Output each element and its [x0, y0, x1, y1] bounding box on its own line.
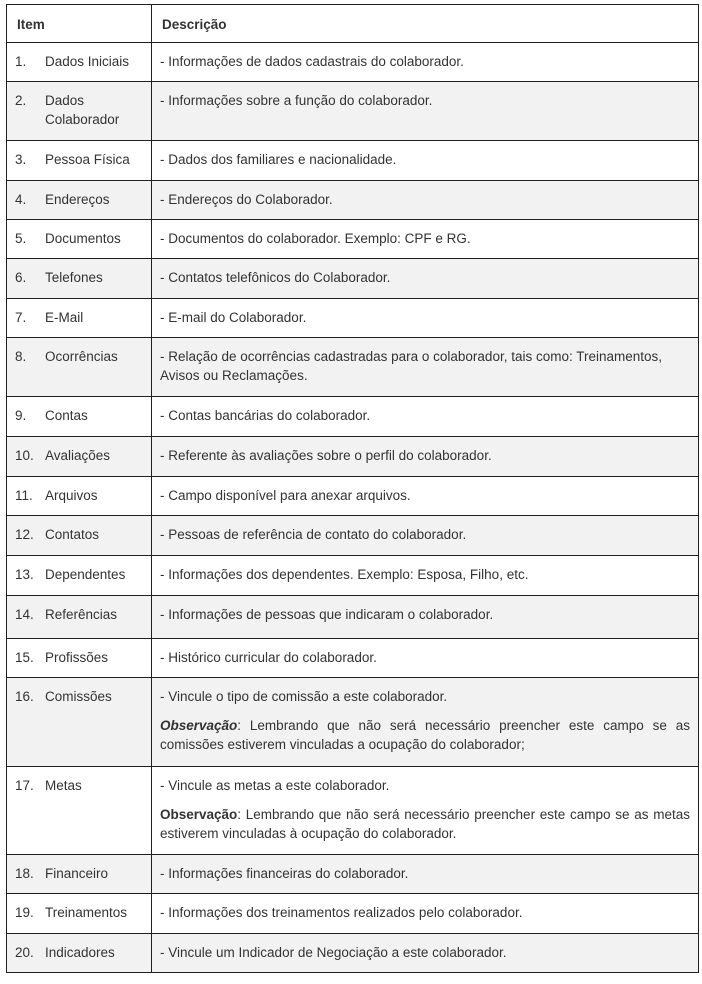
item-label: Ocorrências — [45, 349, 118, 364]
item-number: 6. — [15, 270, 27, 285]
description-cell — [152, 299, 699, 338]
description-cell — [152, 437, 699, 477]
item-cell — [7, 82, 152, 141]
table-row — [7, 596, 699, 639]
observation-note — [160, 805, 690, 843]
table-row — [7, 437, 699, 477]
description-text: - E-mail do Colaborador. — [160, 310, 307, 325]
description-cell — [152, 82, 699, 141]
item-label: Comissões — [45, 689, 112, 704]
observation-text: : Lembrando que não será necessário preencher este campo se as metas estiverem vinculadas à ocupação do colaborador. — [160, 807, 690, 841]
description-text: - Informações dos dependentes. Exemplo: Esposa, Filho, etc. — [160, 567, 529, 582]
item-label: Contas — [45, 408, 88, 423]
description-text: - Informações dos treinamentos realizados pelo colaborador. — [160, 905, 523, 920]
item-label: Referências — [45, 607, 118, 622]
item-number: 8. — [15, 349, 27, 364]
description-cell — [152, 338, 699, 397]
item-number: 13. — [15, 567, 34, 582]
item-label: Documentos — [45, 231, 121, 246]
description-text: - Endereços do Colaborador. — [160, 192, 333, 207]
description-cell — [152, 141, 699, 181]
description-cell — [152, 477, 699, 516]
item-cell — [7, 767, 152, 855]
item-cell — [7, 181, 152, 220]
table-row — [7, 894, 699, 934]
description-text: - Vincule o tipo de comissão a este colaborador. — [160, 689, 448, 704]
item-cell — [7, 259, 152, 299]
description-cell — [152, 934, 699, 973]
table-row — [7, 516, 699, 556]
item-number: 17. — [15, 778, 34, 793]
item-number: 7. — [15, 310, 27, 325]
header-descricao: Descrição — [152, 5, 699, 43]
table-row — [7, 556, 699, 596]
description-text: - Vincule um Indicador de Negociação a este colaborador. — [160, 945, 507, 960]
description-text: - Relação de ocorrências cadastradas para o colaborador, tais como: Treinamentos, Avisos ou Reclamações. — [160, 349, 663, 383]
table-row — [7, 678, 699, 767]
description-cell — [152, 596, 699, 639]
description-text: - Informações financeiras do colaborador. — [160, 866, 409, 881]
description-cell — [152, 556, 699, 596]
description-cell — [152, 259, 699, 299]
item-number: 10. — [15, 448, 34, 463]
item-cell — [7, 477, 152, 516]
item-cell — [7, 220, 152, 259]
description-text: - Contas bancárias do colaborador. — [160, 408, 371, 423]
description-text: - Informações de dados cadastrais do colaborador. — [160, 54, 464, 69]
description-cell — [152, 220, 699, 259]
item-cell — [7, 639, 152, 678]
description-cell — [152, 678, 699, 767]
item-cell — [7, 596, 152, 639]
description-cell — [152, 855, 699, 894]
description-text: - Campo disponível para anexar arquivos. — [160, 488, 411, 503]
item-label: Arquivos — [45, 488, 98, 503]
table-row — [7, 934, 699, 973]
item-cell — [7, 556, 152, 596]
item-cell — [7, 855, 152, 894]
description-cell — [152, 397, 699, 437]
item-cell — [7, 397, 152, 437]
table-row — [7, 855, 699, 894]
item-label: Telefones — [45, 270, 103, 285]
table-row — [7, 181, 699, 220]
item-number: 15. — [15, 650, 34, 665]
item-cell — [7, 299, 152, 338]
observation-note — [160, 716, 690, 754]
item-number: 12. — [15, 527, 34, 542]
item-label: Indicadores — [45, 945, 115, 960]
description-cell — [152, 181, 699, 220]
item-number: 16. — [15, 689, 34, 704]
description-cell — [152, 516, 699, 556]
item-number: 5. — [15, 231, 27, 246]
item-number: 4. — [15, 192, 27, 207]
table-row — [7, 220, 699, 259]
item-number: 11. — [15, 488, 33, 503]
item-label: E-Mail — [45, 310, 84, 325]
item-label: Pessoa Física — [45, 152, 130, 167]
item-label: Contatos — [45, 527, 100, 542]
item-label: Financeiro — [45, 866, 109, 881]
item-label: Profissões — [45, 650, 109, 665]
description-text: - Informações de pessoas que indicaram o colaborador. — [160, 607, 494, 622]
item-cell — [7, 43, 152, 82]
description-text: - Informações sobre a função do colaborador. — [160, 93, 433, 108]
table-row — [7, 338, 699, 397]
item-cell — [7, 894, 152, 934]
table-row — [7, 259, 699, 299]
item-number: 18. — [15, 866, 34, 881]
description-text: - Vincule as metas a este colaborador. — [160, 778, 390, 793]
description-text: - Documentos do colaborador. Exemplo: CPF e RG. — [160, 231, 471, 246]
item-label: Dados Colaborador — [45, 93, 120, 127]
table-row — [7, 477, 699, 516]
item-label: Dependentes — [45, 567, 126, 582]
observation-text: : Lembrando que não será necessário preencher este campo se as comissões estiverem vinculadas a ocupação do colaborador; — [160, 718, 690, 752]
header-item: Item — [7, 5, 152, 43]
table-row — [7, 397, 699, 437]
item-cell — [7, 437, 152, 477]
table-row — [7, 141, 699, 181]
observation-label: Observação — [160, 807, 238, 822]
item-number: 20. — [15, 945, 34, 960]
table-row — [7, 43, 699, 82]
item-number: 3. — [15, 152, 27, 167]
observation-label: Observação — [160, 718, 238, 733]
description-text: - Referente às avaliações sobre o perfil do colaborador. — [160, 448, 492, 463]
description-cell — [152, 894, 699, 934]
item-cell — [7, 934, 152, 973]
item-cell — [7, 338, 152, 397]
table-row — [7, 82, 699, 141]
item-label: Metas — [45, 778, 82, 793]
table-row — [7, 299, 699, 338]
item-number: 1. — [15, 54, 27, 69]
item-cell — [7, 141, 152, 181]
item-label: Treinamentos — [45, 905, 128, 920]
description-cell — [152, 43, 699, 82]
item-number: 19. — [15, 905, 34, 920]
item-number: 9. — [15, 408, 27, 423]
description-text: - Pessoas de referência de contato do colaborador. — [160, 527, 467, 542]
description-text: - Histórico curricular do colaborador. — [160, 650, 377, 665]
item-number: 2. — [15, 93, 27, 108]
header-row — [7, 5, 699, 43]
item-number: 14. — [15, 607, 34, 622]
item-label: Dados Iniciais — [45, 54, 130, 69]
item-label: Avaliações — [45, 448, 111, 463]
description-cell — [152, 639, 699, 678]
table-row — [7, 639, 699, 678]
table-row — [7, 767, 699, 855]
item-cell — [7, 678, 152, 767]
description-text: - Contatos telefônicos do Colaborador. — [160, 270, 391, 285]
description-cell — [152, 767, 699, 855]
items-table — [6, 4, 699, 973]
description-text: - Dados dos familiares e nacionalidade. — [160, 152, 397, 167]
item-cell — [7, 516, 152, 556]
item-label: Endereços — [45, 192, 110, 207]
